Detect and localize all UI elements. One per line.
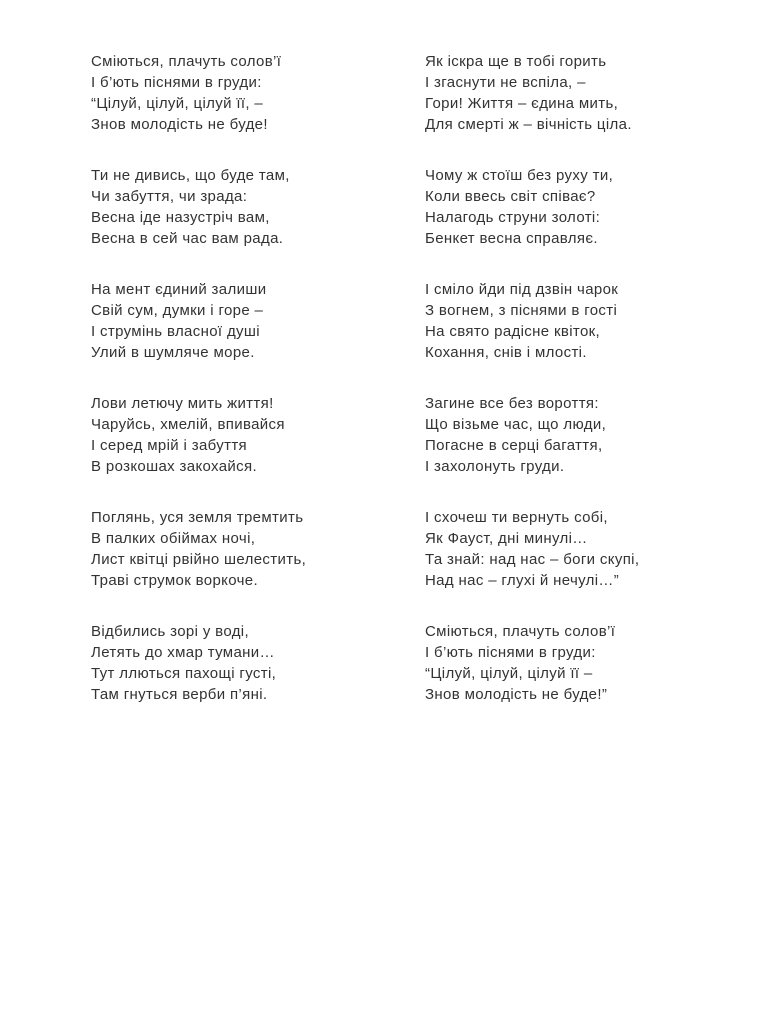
stanza — [91, 507, 411, 591]
poem-line: Сміються, плачуть солов’ї — [425, 623, 616, 640]
poem-line: І схочеш ти вернуть собі, — [425, 509, 608, 526]
poem-line: Чаруйсь, хмелій, впивайся — [91, 416, 285, 433]
poem-line: Як Фауст, дні минулі… — [425, 530, 588, 547]
poem-line: Знов молодість не буде! — [91, 116, 268, 133]
poem-line: І серед мрій і забуття — [91, 437, 248, 454]
poem-line: Погасне в серці багаття, — [425, 437, 603, 454]
poem-line: В розкошах закохайся. — [91, 458, 257, 475]
poem-line: Бенкет весна справляє. — [425, 230, 598, 247]
poem-line: І б’ють піснями в груди: — [91, 74, 262, 91]
poem-line: Кохання, снів і млості. — [425, 344, 587, 361]
poem-line: Знов молодість не буде!” — [425, 686, 608, 703]
poem-line: Загине все без вороття: — [425, 395, 599, 412]
poem-line: Летять до хмар тумани… — [91, 644, 275, 661]
poem-line: І сміло йди під дзвін чарок — [425, 281, 619, 298]
poem-line: Лист квітці рвійно шелестить, — [91, 551, 307, 568]
poem-line: Чому ж стоїш без руху ти, — [425, 167, 614, 184]
poem-line: Свій сум, думки і горе – — [91, 302, 264, 319]
stanza — [91, 621, 411, 705]
poem-line: Там гнуться верби п’яні. — [91, 686, 268, 703]
stanza — [425, 507, 745, 591]
poem-line: Та знай: над нас – боги скупі, — [425, 551, 640, 568]
stanza — [425, 279, 745, 363]
poem-line: Тут ллються пахощі густі, — [91, 665, 277, 682]
poem-line: З вогнем, з піснями в гості — [425, 302, 618, 319]
stanza — [91, 393, 411, 477]
stanza — [425, 393, 745, 477]
poem-line: Ти не дивись, що буде там, — [91, 167, 290, 184]
poem-line: Налагодь струни золоті: — [425, 209, 601, 226]
stanza — [425, 621, 745, 705]
poem-line: Над нас – глухі й нечулі…” — [425, 572, 620, 589]
poem-line: Поглянь, уся земля тремтить — [91, 509, 304, 526]
stanza — [425, 165, 745, 249]
poem-line: Чи забуття, чи зрада: — [91, 188, 248, 205]
poem-column-right — [425, 51, 745, 735]
poem-line: І згаснути не вспіла, – — [425, 74, 586, 91]
poem-line: Сміються, плачуть солов’ї — [91, 53, 282, 70]
poem-line: Що візьме час, що люди, — [425, 416, 607, 433]
stanza — [425, 51, 745, 135]
poem-line: Улий в шумляче море. — [91, 344, 255, 361]
poem-line: В палких обіймах ночі, — [91, 530, 256, 547]
poem-line: На мент єдиний залиши — [91, 281, 267, 298]
poem-line: Як іскра ще в тобі горить — [425, 53, 607, 70]
poem-line: Весна в сей час вам рада. — [91, 230, 284, 247]
poem-line: Коли ввесь світ співає? — [425, 188, 596, 205]
poem-line: На свято радісне квіток, — [425, 323, 601, 340]
stanza — [91, 279, 411, 363]
stanza — [91, 165, 411, 249]
poem-line: “Цілуй, цілуй, цілуй її, – — [91, 95, 264, 112]
poem-line: Лови летючу мить життя! — [91, 395, 274, 412]
stanza — [91, 51, 411, 135]
poem-line: Весна іде назустріч вам, — [91, 209, 270, 226]
poem-line: І б’ють піснями в груди: — [425, 644, 596, 661]
poem-line: Для смерті ж – вічність ціла. — [425, 116, 632, 133]
poem-line: І струмінь власної душі — [91, 323, 260, 340]
poem-line: І захолонуть груди. — [425, 458, 565, 475]
poem-line: Відбились зорі у воді, — [91, 623, 250, 640]
poem-column-left — [91, 51, 411, 735]
poem-line: Гори! Життя – єдина мить, — [425, 95, 619, 112]
poem-line: “Цілуй, цілуй, цілуй її – — [425, 665, 593, 682]
poem-line: Траві струмок воркоче. — [91, 572, 258, 589]
